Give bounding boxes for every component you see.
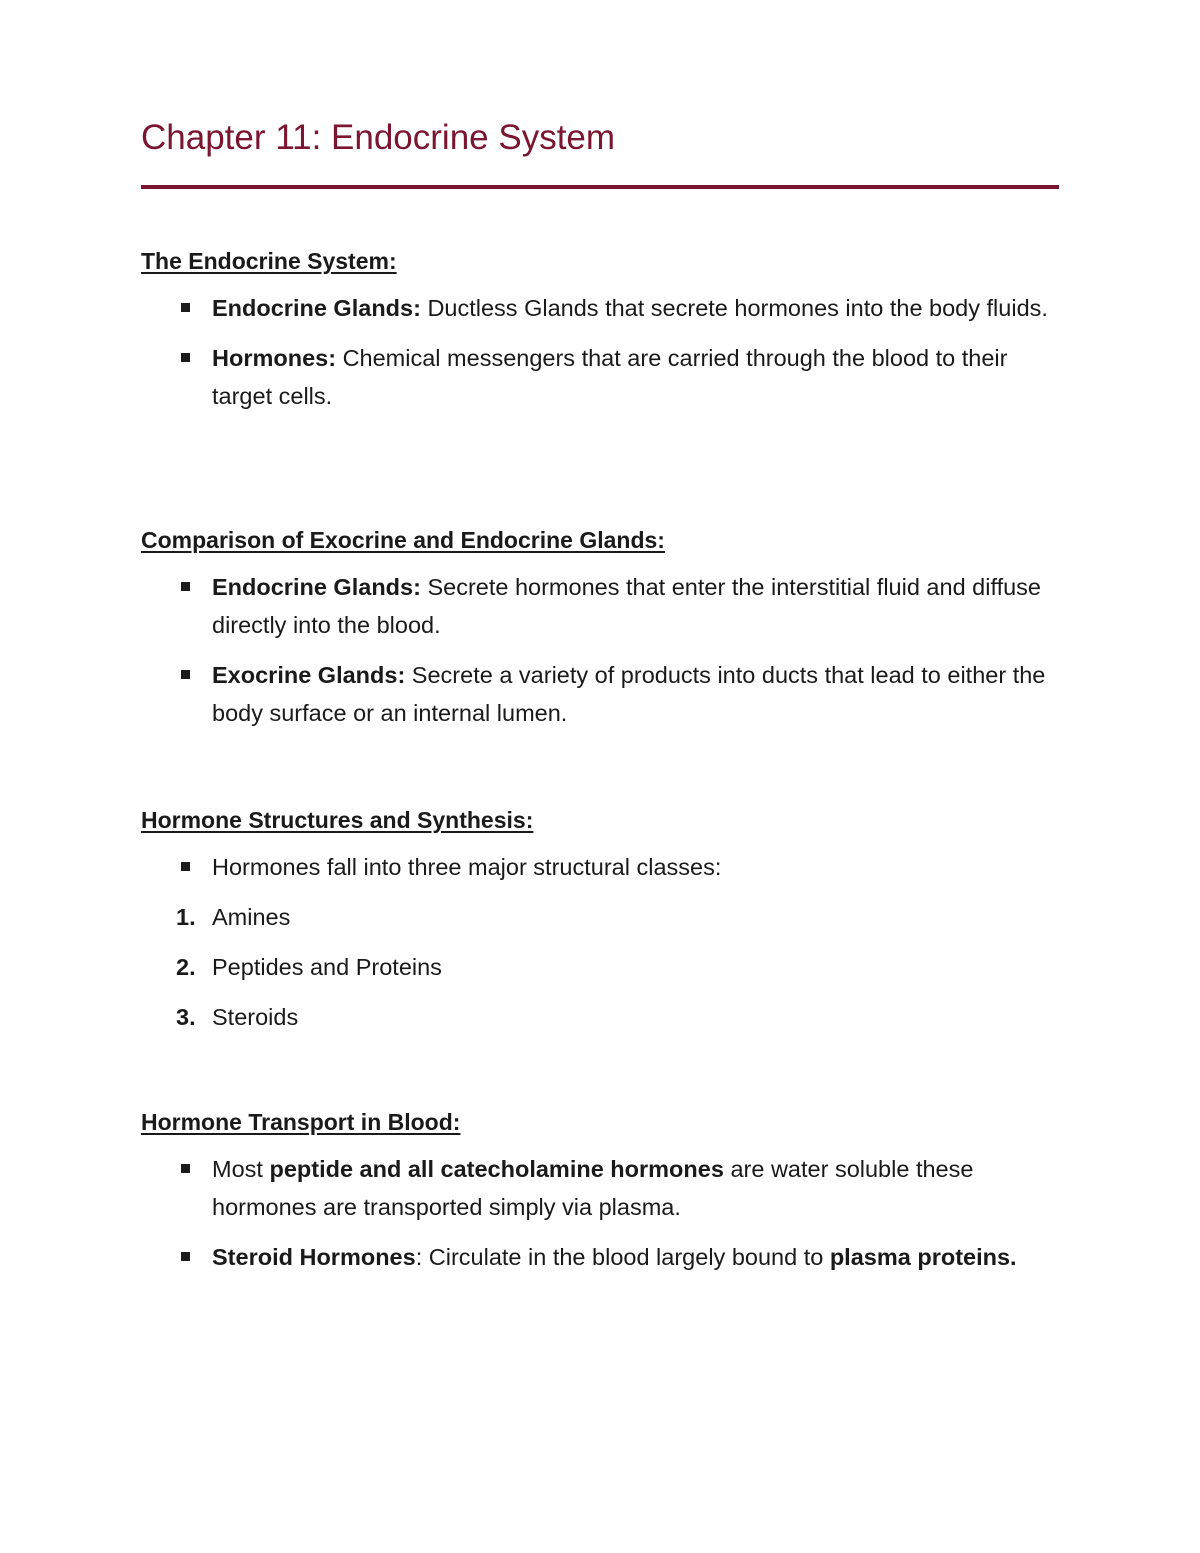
item-text: Chemical messengers that are carried through the blood to their target cells. — [212, 345, 1008, 409]
item-text: Hormones fall into three major structural classes: — [212, 854, 722, 880]
list-item — [141, 848, 1071, 886]
item-text: Peptides and Proteins — [212, 954, 442, 980]
square-bullet-icon — [181, 1252, 190, 1261]
section-endocrine-system — [141, 245, 1071, 415]
section-heading: Hormone Transport in Blood: — [141, 1109, 461, 1135]
item-number: 3. — [176, 1004, 196, 1030]
list-item — [141, 289, 1071, 327]
item-term: Hormones: — [212, 345, 337, 371]
section-heading: The Endocrine System: — [141, 248, 397, 274]
list-item — [141, 568, 1071, 644]
item-text: are water soluble these hormones are transported simply via plasma. — [212, 1156, 974, 1220]
item-text: Secrete a variety of products into ducts that lead to either the body surface or an internal lumen. — [212, 662, 1046, 726]
square-bullet-icon — [181, 862, 190, 871]
item-term: Exocrine Glands: — [212, 662, 406, 688]
item-text: : Circulate in the blood largely bound to — [415, 1244, 830, 1270]
section-exocrine-endocrine-comparison — [141, 524, 1071, 732]
square-bullet-icon — [181, 582, 190, 591]
list-item — [141, 1150, 1071, 1226]
item-text: Amines — [212, 904, 291, 930]
list-item — [141, 1238, 1071, 1276]
item-term: Endocrine Glands: — [212, 295, 421, 321]
item-text: Steroids — [212, 1004, 299, 1030]
square-bullet-icon — [181, 1164, 190, 1173]
section-heading: Comparison of Exocrine and Endocrine Glands: — [141, 527, 665, 553]
page-title: Chapter 11: Endocrine System — [141, 118, 616, 157]
item-emphasis: peptide and all catecholamine hormones — [269, 1156, 724, 1182]
numbered-item — [141, 998, 1071, 1036]
item-text: Most — [212, 1156, 270, 1182]
bullet-list — [141, 848, 1071, 886]
item-number: 2. — [176, 954, 196, 980]
section-hormone-structures — [141, 804, 1071, 1036]
item-term: Steroid Hormones — [212, 1244, 416, 1270]
square-bullet-icon — [181, 303, 190, 312]
square-bullet-icon — [181, 353, 190, 362]
item-text: Secrete hormones that enter the interstitial fluid and diffuse directly into the blood. — [212, 574, 1041, 638]
bullet-list — [141, 1150, 1071, 1276]
item-term: Endocrine Glands: — [212, 574, 421, 600]
numbered-list — [141, 898, 1071, 1036]
list-item — [141, 339, 1071, 415]
square-bullet-icon — [181, 670, 190, 679]
numbered-item — [141, 898, 1071, 936]
item-emphasis: plasma proteins. — [829, 1244, 1017, 1270]
bullet-list — [141, 289, 1071, 415]
numbered-item — [141, 948, 1071, 986]
section-heading: Hormone Structures and Synthesis: — [141, 807, 534, 833]
list-item — [141, 656, 1071, 732]
section-hormone-transport — [141, 1106, 1071, 1276]
bullet-list — [141, 568, 1071, 732]
title-underline-rule — [141, 185, 1059, 189]
item-text: Ductless Glands that secrete hormones into the body fluids. — [420, 295, 1048, 321]
item-number: 1. — [176, 904, 196, 930]
